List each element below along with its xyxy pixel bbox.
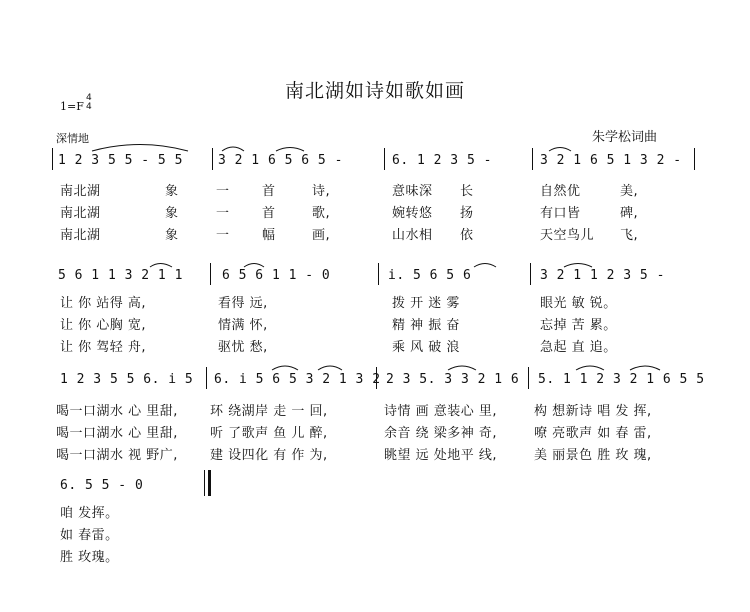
time-signature-top: 4 xyxy=(86,93,92,103)
lyric-phrase: 喝一口湖水 心 里甜, xyxy=(56,404,178,419)
lyric-word: 碑, xyxy=(620,206,639,221)
key-signature: 1=F xyxy=(60,100,84,113)
lyric-word: 幅 xyxy=(262,228,276,243)
lyric-phrase: 听 了歌声 鱼 儿 醉, xyxy=(210,426,328,441)
final-barline-thin xyxy=(204,470,205,496)
lyric-phrase: 眺望 远 处地平 线, xyxy=(384,448,498,463)
slur xyxy=(92,145,188,152)
lyric-word: 首 xyxy=(262,184,276,199)
lyric-phrase: 构 想新诗 唱 发 挥, xyxy=(534,404,652,419)
lyric-phrase: 让 你 驾轻 舟, xyxy=(60,340,147,355)
melody-measure: 3 2 1 6 5 1 3 2 - xyxy=(540,153,682,168)
lyric-word: 南北湖 xyxy=(60,228,101,243)
lyric-word: 南北湖 xyxy=(60,206,101,221)
melody-measure: 5. 1 1 2 3 2 1 6 5 5 xyxy=(538,372,705,387)
lyric-word: 婉转悠 xyxy=(392,206,433,221)
lyric-phrase: 嘹 亮歌声 如 春 雷, xyxy=(534,426,652,441)
lyric-phrase: 诗情 画 意装心 里, xyxy=(384,404,498,419)
melody-measure: 6. i 5 6 5 3 2 1 3 2 xyxy=(214,372,381,387)
slur xyxy=(576,366,604,370)
lyric-phrase: 精 神 振 奋 xyxy=(392,318,460,333)
slur xyxy=(318,366,342,370)
lyric-word: 美, xyxy=(620,184,639,199)
lyric-phrase: 美 丽景色 胜 玫 瑰, xyxy=(534,448,652,463)
lyric-word: 意味深 xyxy=(392,184,433,199)
lyric-phrase: 咱 发挥。 xyxy=(60,506,119,521)
melody-measure: 6 5 6 1 1 - 0 xyxy=(222,268,331,283)
melody-measure: i. 5 6 5 6 xyxy=(388,268,472,283)
barline xyxy=(378,263,379,285)
barline xyxy=(528,367,529,389)
lyric-phrase: 环 绕湖岸 走 一 回, xyxy=(210,404,328,419)
lyric-phrase: 喝一口湖水 视 野广, xyxy=(56,448,178,463)
melody-measure: 6. 5 5 - 0 xyxy=(60,478,144,493)
melody-measure: 6. 1 2 3 5 - xyxy=(392,153,492,168)
lyric-phrase: 忘掉 苦 累。 xyxy=(540,318,617,333)
lyric-phrase: 眼光 敏 锐。 xyxy=(540,296,617,311)
slur xyxy=(150,264,172,268)
lyric-phrase: 驱忧 愁, xyxy=(218,340,268,355)
lyric-word: 长 xyxy=(460,184,474,199)
lyric-word: 象 xyxy=(165,206,179,221)
lyric-word: 有口皆 xyxy=(540,206,581,221)
lyric-phrase: 喝一口湖水 心 里甜, xyxy=(56,426,178,441)
barline xyxy=(694,148,695,170)
barline xyxy=(384,148,385,170)
barline xyxy=(212,148,213,170)
lyric-phrase: 建 设四化 有 作 为, xyxy=(210,448,328,463)
lyric-word: 一 xyxy=(216,228,230,243)
final-barline-thick xyxy=(208,470,211,496)
lyric-phrase: 拨 开 迷 雾 xyxy=(392,296,460,311)
slur xyxy=(222,147,244,151)
lyric-phrase: 余音 绕 梁多神 奇, xyxy=(384,426,498,441)
lyric-phrase: 急起 直 追。 xyxy=(540,340,617,355)
melody-measure: 5 6 1 1 3 2 1 1 xyxy=(58,268,183,283)
lyric-word: 飞, xyxy=(620,228,639,243)
barline xyxy=(206,367,207,389)
slur xyxy=(549,148,571,152)
lyric-word: 象 xyxy=(165,184,179,199)
slur xyxy=(448,366,476,370)
lyric-word: 一 xyxy=(216,184,230,199)
melody-measure: 3 2 1 6 5 6 5 - xyxy=(218,153,343,168)
slur xyxy=(272,366,298,370)
song-title: 南北湖如诗如歌如画 xyxy=(284,80,465,102)
barline xyxy=(530,263,531,285)
barline xyxy=(376,367,377,389)
lyric-word: 画, xyxy=(312,228,331,243)
lyric-word: 山水相 xyxy=(392,228,433,243)
lyric-word: 自然优 xyxy=(540,184,581,199)
lyric-phrase: 胜 玫瑰。 xyxy=(60,550,119,565)
lyric-phrase: 看得 远, xyxy=(218,296,268,311)
composer-credit: 朱学松词曲 xyxy=(592,130,658,145)
lyric-word: 首 xyxy=(262,206,276,221)
lyric-word: 歌, xyxy=(312,206,331,221)
lyric-word: 诗, xyxy=(312,184,331,199)
lyric-word: 天空鸟儿 xyxy=(540,228,595,243)
lyric-word: 南北湖 xyxy=(60,184,101,199)
barline xyxy=(532,148,533,170)
lyric-phrase: 让 你 心胸 宽, xyxy=(60,318,147,333)
lyric-phrase: 情满 怀, xyxy=(218,318,268,333)
lyric-phrase: 如 春雷。 xyxy=(60,528,119,543)
slur xyxy=(276,148,304,152)
slur xyxy=(564,264,592,268)
slur xyxy=(244,264,264,268)
tempo-marking: 深情地 xyxy=(56,132,89,145)
melody-measure: 1 2 3 5 5 6. i 5 xyxy=(60,372,194,387)
slur xyxy=(630,366,660,370)
melody-measure: 1 2 3 5 5 - 5 5 xyxy=(58,153,183,168)
barline xyxy=(52,148,53,170)
slur xyxy=(474,264,496,268)
lyric-word: 一 xyxy=(216,206,230,221)
lyric-phrase: 让 你 站得 高, xyxy=(60,296,147,311)
barline xyxy=(210,263,211,285)
lyric-phrase: 乘 风 破 浪 xyxy=(392,340,460,355)
melody-measure: 2 3 5. 3 3 2 1 6 xyxy=(386,372,520,387)
melody-measure: 3 2 1 1 2 3 5 - xyxy=(540,268,665,283)
lyric-word: 依 xyxy=(460,228,474,243)
lyric-word: 象 xyxy=(165,228,179,243)
time-signature-bottom: 4 xyxy=(86,102,92,112)
lyric-word: 扬 xyxy=(460,206,474,221)
